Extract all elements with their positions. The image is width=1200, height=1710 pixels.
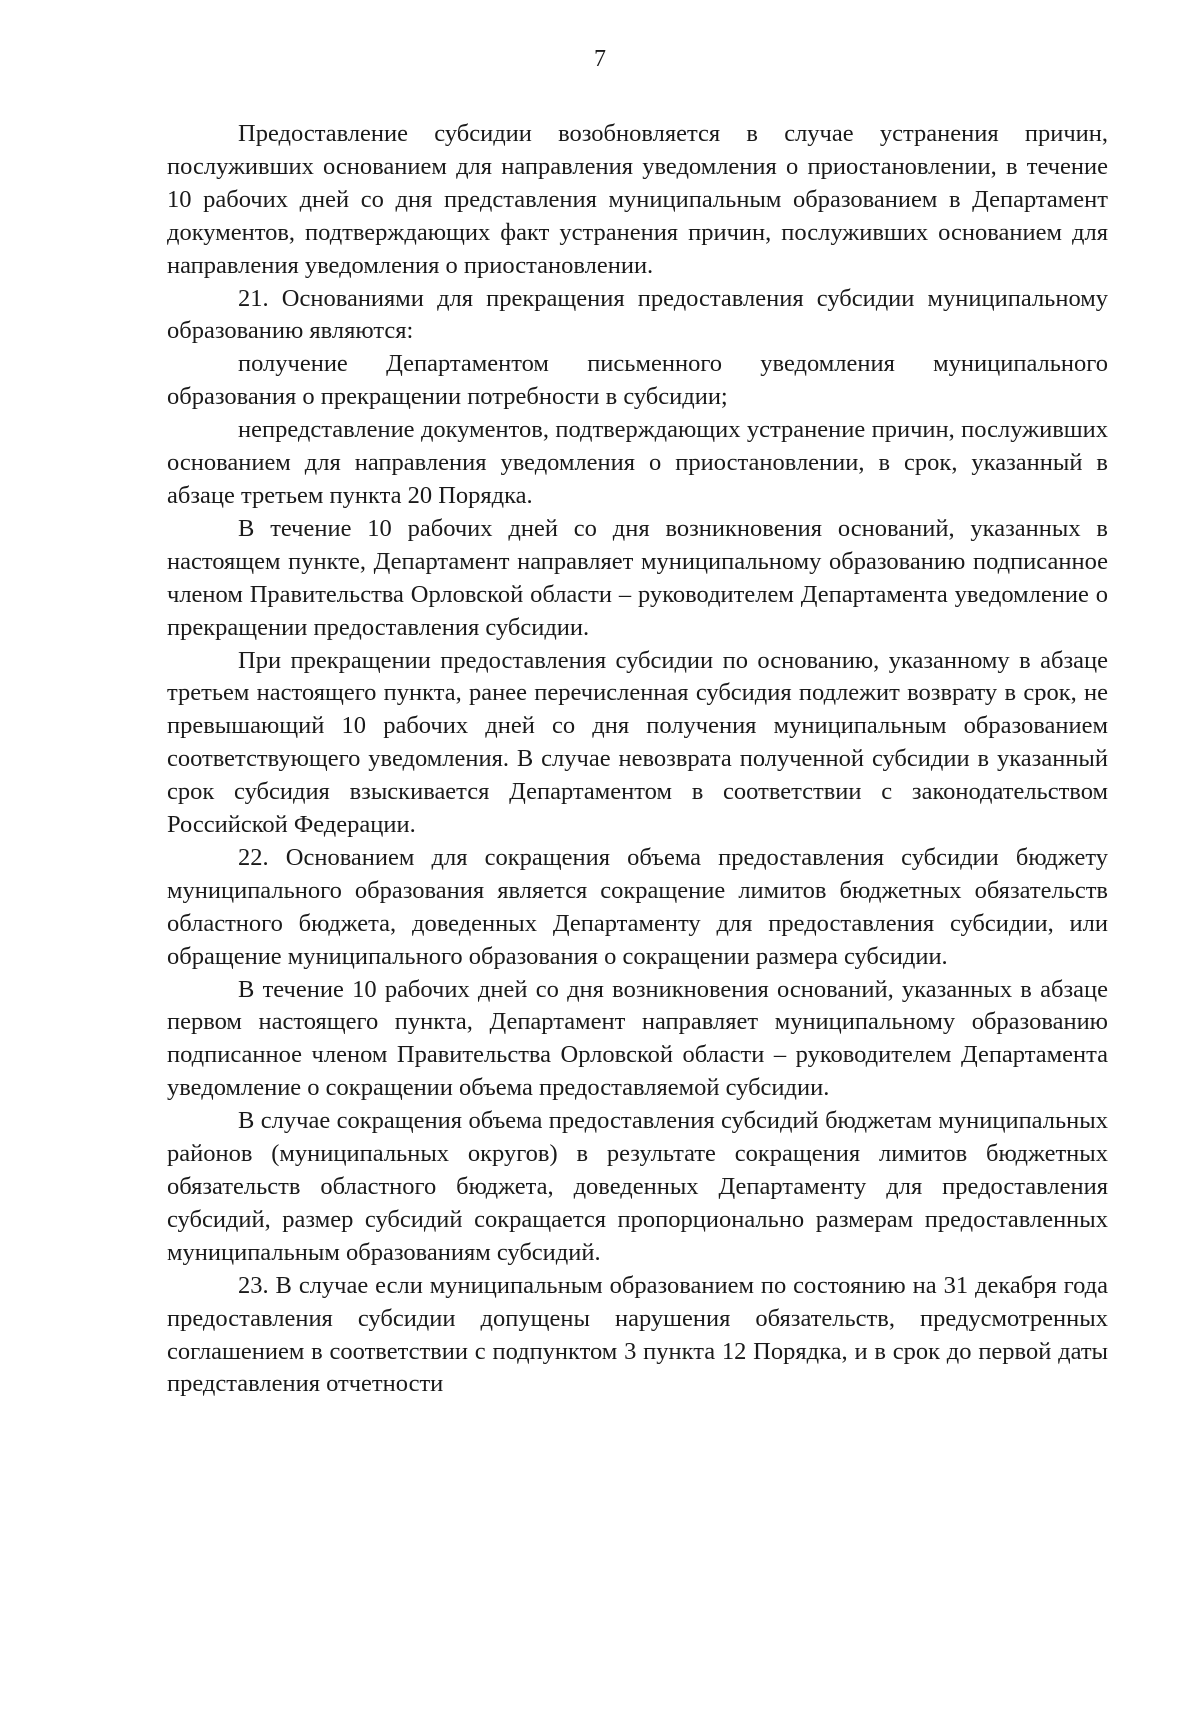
paragraph-21-termination-grounds: 21. Основаниями для прекращения предоставления субсидии муниципальному образованию являются: xyxy=(167,284,1108,345)
paragraph-subsidy-resumption: Предоставление субсидии возобновляется в случае устранения причин, послуживших основанием для направления уведомления о приостановлении, в течение 10 рабочих дней со дня представления муниципальным образованием в Департамент документов, подтверждающих факт устранения причин, послуживших основанием для направления уведомления о приостановлении. xyxy=(167,120,1108,279)
page-number: 7 xyxy=(594,46,606,72)
paragraph-23-violations: 23. В случае если муниципальным образованием по состоянию на 31 декабря года предоставления субсидии допущены нарушения обязательств, предусмотренных соглашением в соответствии с подпунктом 3 пункта 12 Порядка, и в срок до первой даты представления отчетности xyxy=(167,1271,1108,1398)
paragraph-21-ground-written-notice: получение Департаментом письменного уведомления муниципального образования о прекращении потребности в субсидии; xyxy=(167,350,1108,411)
paragraph-21-refund: При прекращении предоставления субсидии по основанию, указанному в абзаце третьем настоящего пункта, ранее перечисленная субсидия подлежит возврату в срок, не превышающий 10 рабочих дней со дня получения муниципальным образованием соответствующего уведомления. В случае невозврата полученной субсидии в указанный срок субсидия взыскивается Департаментом в соответствии с законодательством Российской Федерации. xyxy=(167,646,1108,839)
paragraph-22-reduction-grounds: 22. Основанием для сокращения объема предоставления субсидии бюджету муниципального образования является сокращение лимитов бюджетных обязательств областного бюджета, доведенных Департаменту для предоставления субсидии, или обращение муниципального образования о сокращении размера субсидии. xyxy=(167,843,1108,970)
paragraph-22-proportional-reduction: В случае сокращения объема предоставления субсидий бюджетам муниципальных районов (муниципальных округов) в результате сокращения лимитов бюджетных обязательств областного бюджета, доведенных Департаменту для предоставления субсидий, размер субсидий сокращается пропорционально размерам предоставленных муниципальным образованиям субсидий. xyxy=(167,1107,1108,1266)
paragraph-22-reduction-notice: В течение 10 рабочих дней со дня возникновения оснований, указанных в абзаце первом настоящего пункта, Департамент направляет муниципальному образованию подписанное членом Правительства Орловской области – руководителем Департамента уведомление о сокращении объема предоставляемой субсидии. xyxy=(167,975,1108,1102)
paragraph-21-ground-no-documents: непредставление документов, подтверждающих устранение причин, послуживших основанием для направления уведомления о приостановлении, в срок, указанный в абзаце третьем пункта 20 Порядка. xyxy=(167,416,1108,509)
document-body xyxy=(167,118,1108,1401)
paragraph-21-termination-notice: В течение 10 рабочих дней со дня возникновения оснований, указанных в настоящем пункте, Департамент направляет муниципальному образованию подписанное членом Правительства Орловской области – руководителем Департамента уведомление о прекращении предоставления субсидии. xyxy=(167,514,1108,641)
